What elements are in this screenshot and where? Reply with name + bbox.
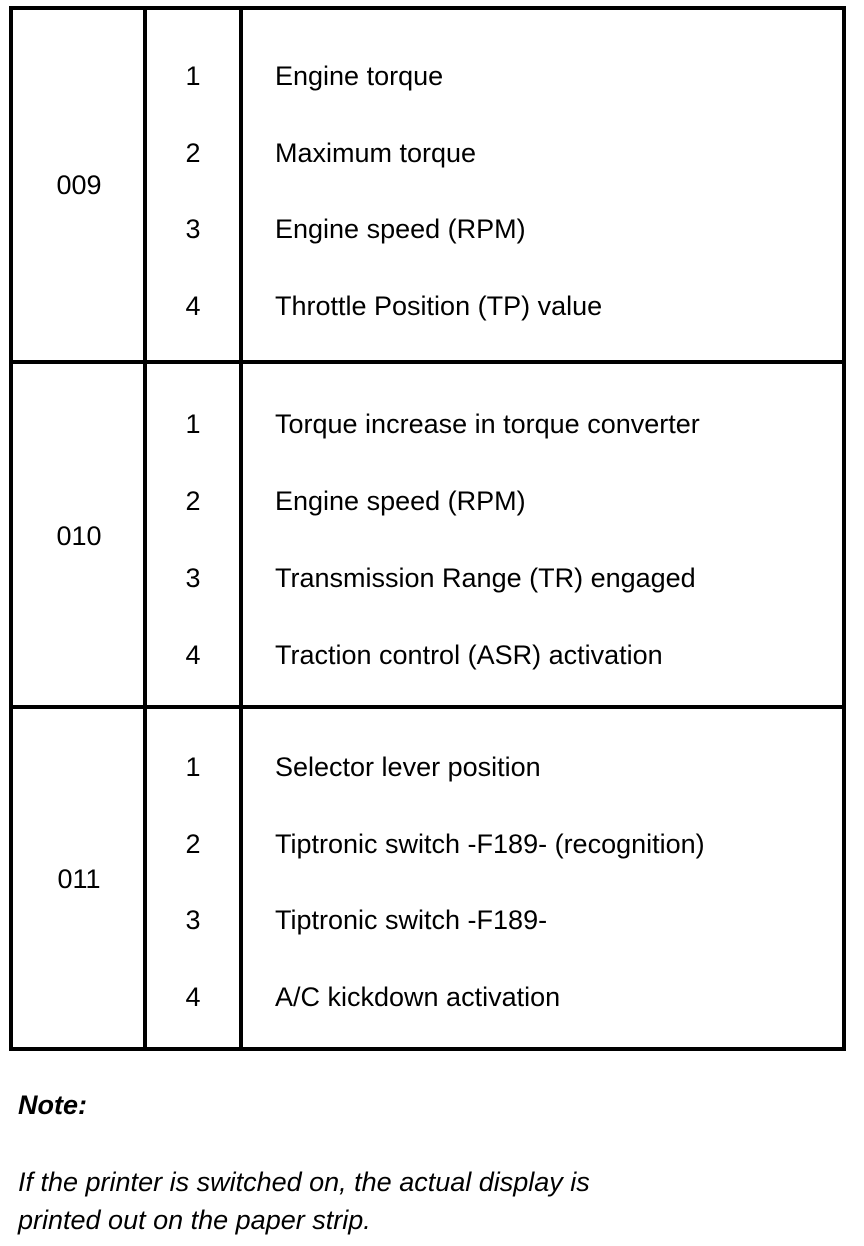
display-field-number: 2 [185, 138, 201, 168]
display-field-number: 1 [185, 61, 201, 91]
display-field-description: Torque increase in torque converter [275, 409, 700, 439]
display-field-description: Traction control (ASR) activation [275, 640, 663, 670]
display-field-number: 3 [185, 905, 201, 935]
display-group-number: 010 [56, 521, 102, 551]
display-field-description: Transmission Range (TR) engaged [275, 563, 696, 593]
measuring-value-table [9, 6, 846, 1051]
display-field-description: Engine speed (RPM) [275, 486, 526, 516]
display-group-number: 011 [57, 864, 101, 894]
display-field-number: 2 [185, 486, 201, 516]
display-field-number: 4 [185, 291, 201, 321]
display-field-description: Throttle Position (TP) value [275, 291, 603, 321]
display-field-description: A/C kickdown activation [275, 982, 561, 1012]
display-field-description: Engine speed (RPM) [275, 214, 526, 244]
display-field-description: Tiptronic switch -F189- (recognition) [275, 829, 705, 859]
display-group-number: 009 [56, 170, 102, 200]
display-field-number: 1 [185, 752, 201, 782]
display-field-number: 3 [185, 214, 201, 244]
table-group-010 [13, 360, 842, 705]
note-line: printed out on the paper strip. [18, 1205, 371, 1235]
note-line: If the printer is switched on, the actual display is [18, 1167, 590, 1197]
display-field-number: 1 [185, 409, 201, 439]
display-field-description: Engine torque [275, 61, 444, 91]
table-group-009 [13, 10, 842, 360]
table-group-011 [13, 705, 842, 1047]
note-heading: Note: [18, 1090, 87, 1120]
display-field-number: 3 [185, 563, 201, 593]
display-field-number: 4 [185, 982, 201, 1012]
display-field-description: Tiptronic switch -F189- [275, 905, 548, 935]
note-text [18, 1163, 818, 1239]
display-field-number: 2 [185, 829, 201, 859]
display-field-description: Selector lever position [275, 752, 541, 782]
display-field-description: Maximum torque [275, 138, 477, 168]
display-field-number: 4 [185, 640, 201, 670]
